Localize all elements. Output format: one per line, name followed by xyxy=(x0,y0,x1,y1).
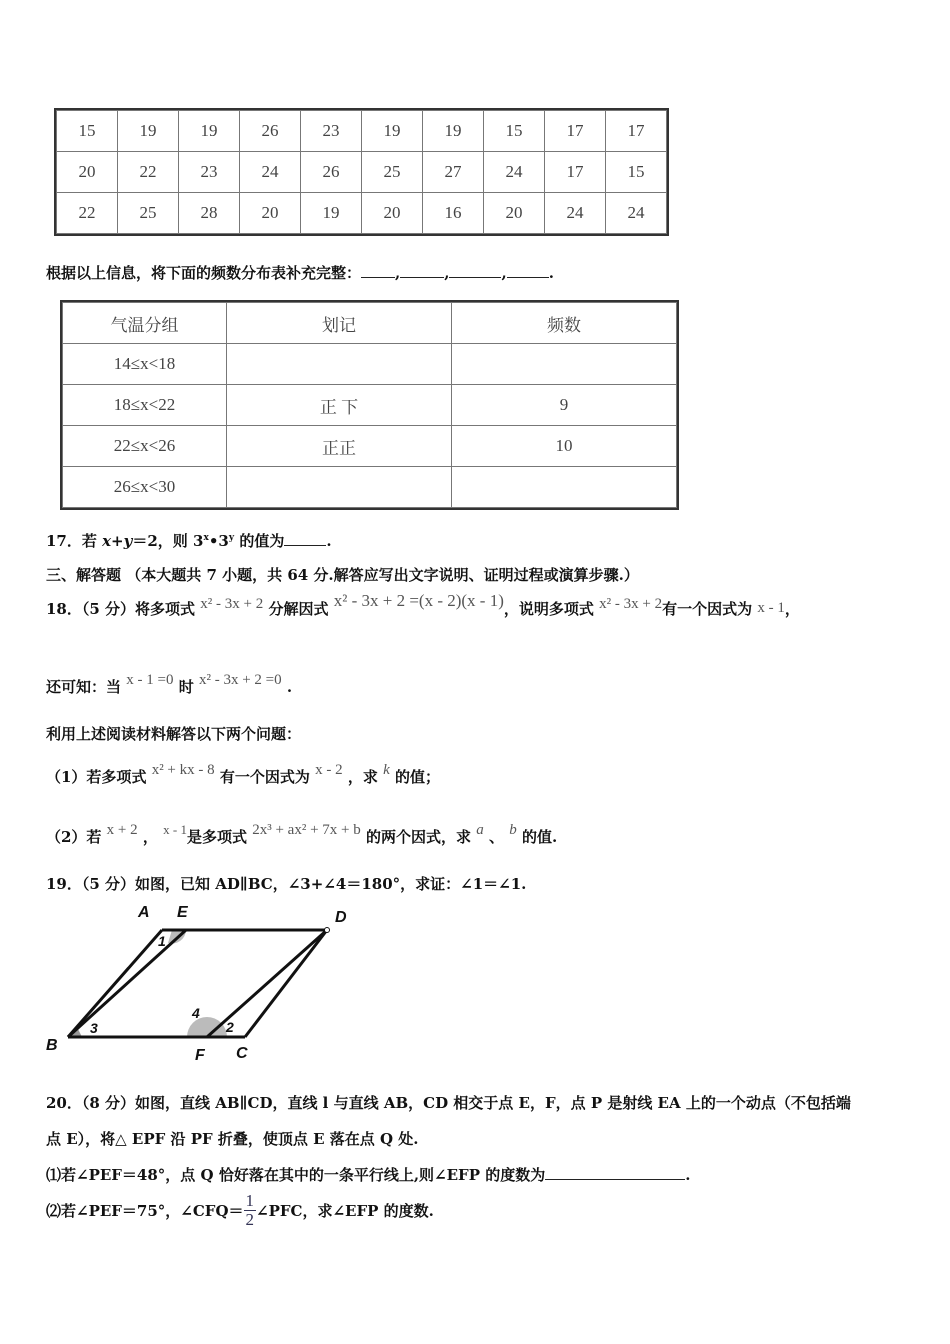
q20-p1-text: ⑴若∠PEF＝48°，点 Q 恰好落在其中的一条平行线上,则∠EFP 的度数为 xyxy=(46,1166,546,1184)
group-cell: 14≤x<18 xyxy=(63,344,227,385)
q18-p2-a: （2）若 xyxy=(46,828,102,846)
temperature-cell: 24 xyxy=(484,152,545,193)
q18-t2: ，说明多项式 xyxy=(503,600,594,618)
q18-factor: x - 1 xyxy=(757,600,785,616)
group-cell: 22≤x<26 xyxy=(63,426,227,467)
label-A: A xyxy=(138,904,150,921)
question-20-part1: ⑴若∠PEF＝48°，点 Q 恰好落在其中的一条平行线上,则∠EFP 的度数为 . xyxy=(46,1166,691,1184)
answer-blank-2[interactable] xyxy=(400,263,444,278)
label-angle-3: 3 xyxy=(90,1020,98,1036)
q18-result: x² - 3x + 2 =0 xyxy=(198,672,282,688)
header-group: 气温分组 xyxy=(63,303,227,344)
label-angle-2: 2 xyxy=(226,1019,234,1035)
q18-p2-f2: x - 1 xyxy=(163,822,187,837)
frequency-row xyxy=(63,426,677,467)
temperature-cell: 19 xyxy=(301,193,362,234)
q18-condition: x - 1 =0 xyxy=(126,672,174,688)
temperature-cell: 27 xyxy=(423,152,484,193)
q18-p2-b: 是多项式 xyxy=(186,828,247,846)
q18-poly: x² - 3x + 2 xyxy=(200,596,264,612)
temperature-cell: 26 xyxy=(301,152,362,193)
q20-p2-b: ∠PFC，求∠EFP 的度数. xyxy=(256,1202,434,1220)
group-cell: 18≤x<22 xyxy=(63,385,227,426)
temperature-cell: 24 xyxy=(545,193,606,234)
question-19: 19．（5 分）如图，已知 AD∥BC，∠3+∠4＝180°，求证：∠1＝∠1. xyxy=(46,875,527,893)
header-frequency: 频数 xyxy=(452,303,677,344)
parallelogram-figure xyxy=(40,898,370,1070)
q18-p1-poly: x² + kx - 8 xyxy=(151,762,215,778)
frequency-row xyxy=(63,385,677,426)
temperature-cell: 23 xyxy=(301,111,362,152)
q18-p2-b-var: b xyxy=(509,822,517,838)
q20-p2-a: ⑵若∠PEF＝75°，∠CFQ＝ xyxy=(46,1202,244,1220)
q18-t3: 有一个因式为 xyxy=(662,600,753,618)
q18-poly2: x² - 3x + 2 xyxy=(599,596,663,612)
temperature-cell: 25 xyxy=(362,152,423,193)
q18-factorization: x² - 3x + 2 =(x - 2)(x - 1) xyxy=(333,591,504,610)
question-18-line2 xyxy=(46,672,293,697)
temperature-cell: 17 xyxy=(545,111,606,152)
q18-p2-d: 的值. xyxy=(521,828,558,846)
temperature-cell: 26 xyxy=(240,111,301,152)
temperature-cell: 20 xyxy=(240,193,301,234)
temperature-cell: 24 xyxy=(240,152,301,193)
q17-expr: x+y xyxy=(102,532,133,550)
label-F: F xyxy=(195,1047,205,1064)
segment-AB xyxy=(68,930,162,1037)
q17-pre: 17．若 xyxy=(46,532,103,550)
tally-cell: 正 下 xyxy=(227,385,452,426)
section-3-heading: 三、解答题 （本大题共 7 小题，共 64 分.解答应写出文字说明、证明过程或演算步骤.） xyxy=(46,566,639,584)
temperature-cell: 22 xyxy=(118,152,179,193)
segment-EB xyxy=(68,930,186,1037)
fraction-numerator: 1 xyxy=(245,1191,255,1210)
q17-sup-y: y xyxy=(228,533,235,543)
q18-p2-a-var: a xyxy=(476,822,484,838)
question-18-line1 xyxy=(46,591,800,619)
q18-part2 xyxy=(46,822,558,847)
q18-period: . xyxy=(286,678,293,696)
frequency-cell: 9 xyxy=(452,385,677,426)
q18-t1: 分解因式 xyxy=(268,600,329,618)
label-angle-1: 1 xyxy=(158,933,166,949)
temperature-cell: 22 xyxy=(57,193,118,234)
question-20-line2: 点 E），将△ EPF 沿 PF 折叠，使顶点 E 落在点 Q 处. xyxy=(46,1130,419,1148)
temperature-cell: 15 xyxy=(484,111,545,152)
temperature-cell: 19 xyxy=(423,111,484,152)
q18-comma: ， xyxy=(784,600,800,618)
q18-line2a: 还可知：当 xyxy=(46,678,122,696)
q18-p1-d: 的值； xyxy=(395,768,441,786)
q18-p2-f1: x + 2 xyxy=(106,822,138,838)
question-20-line1: 20．（8 分）如图，直线 AB∥CD，直线 l 与直线 AB，CD 相交于点 E，F，点 P 是射线 EA 上的一个动点（不包括端 xyxy=(46,1094,851,1112)
segment-DC xyxy=(245,930,327,1037)
temperature-cell: 17 xyxy=(545,152,606,193)
temperature-table xyxy=(56,110,667,234)
q18-p1-a: （1）若多项式 xyxy=(46,768,147,786)
q16-prompt: 根据以上信息，将下面的频数分布表补充完整： , , , . xyxy=(46,264,554,282)
frequency-cell xyxy=(452,344,677,385)
frequency-cell xyxy=(452,467,677,508)
fraction-one-half xyxy=(244,1192,257,1229)
q17-mid: ＝2，则 3 xyxy=(132,532,204,550)
temperature-cell: 16 xyxy=(423,193,484,234)
temperature-row xyxy=(57,152,667,193)
label-E: E xyxy=(177,904,188,921)
temperature-cell: 19 xyxy=(179,111,240,152)
q18-p2-c: 的两个因式，求 xyxy=(365,828,471,846)
point-D-dot xyxy=(325,928,330,933)
q17-post: 的值为 xyxy=(234,532,285,550)
q17-answer-blank[interactable] xyxy=(284,531,326,546)
label-angle-4: 4 xyxy=(192,1005,200,1021)
frequency-row xyxy=(63,344,677,385)
segment-DF xyxy=(207,930,327,1037)
temperature-cell: 28 xyxy=(179,193,240,234)
q18-p2-poly: 2x³ + ax² + 7x + b xyxy=(252,822,361,838)
header-tally: 划记 xyxy=(227,303,452,344)
question-20-part2 xyxy=(46,1192,434,1229)
q18-num: 18．（5 分）将多项式 xyxy=(46,600,196,618)
temperature-cell: 25 xyxy=(118,193,179,234)
answer-blank-3[interactable] xyxy=(449,263,501,278)
tally-cell xyxy=(227,467,452,508)
temperature-cell: 23 xyxy=(179,152,240,193)
label-C: C xyxy=(236,1045,248,1062)
answer-blank-1[interactable] xyxy=(361,263,395,278)
tally-cell xyxy=(227,344,452,385)
q20-answer-blank[interactable] xyxy=(545,1165,685,1180)
temperature-row xyxy=(57,193,667,234)
frequency-header-row xyxy=(63,303,677,344)
label-D: D xyxy=(335,909,347,926)
temperature-cell: 15 xyxy=(57,111,118,152)
temperature-cell: 20 xyxy=(362,193,423,234)
temperature-cell: 20 xyxy=(484,193,545,234)
temperature-cell: 19 xyxy=(118,111,179,152)
answer-blank-4[interactable] xyxy=(507,263,549,278)
q18-p1-c: ，求 xyxy=(347,768,378,786)
frequency-row xyxy=(63,467,677,508)
q18-part1 xyxy=(46,762,441,787)
temperature-cell: 20 xyxy=(57,152,118,193)
temperature-cell: 15 xyxy=(606,152,667,193)
question-17: 17．若 x+y＝2，则 3$^x$•3$^y$ 的值为 . xyxy=(46,532,332,550)
group-cell: 26≤x<30 xyxy=(63,467,227,508)
q18-p1-b: 有一个因式为 xyxy=(219,768,310,786)
temperature-cell: 24 xyxy=(606,193,667,234)
q18-p1-k: k xyxy=(383,762,390,778)
temperature-cell: 19 xyxy=(362,111,423,152)
frequency-table xyxy=(62,302,677,508)
frequency-cell: 10 xyxy=(452,426,677,467)
q18-p2-sep: ， xyxy=(142,828,158,846)
q18-p2-dun: 、 xyxy=(488,828,504,846)
fraction-denominator: 2 xyxy=(245,1210,255,1229)
temperature-cell: 17 xyxy=(606,111,667,152)
q18-intro: 利用上述阅读材料解答以下两个问题： xyxy=(46,725,302,743)
q16-prompt-text: 根据以上信息，将下面的频数分布表补充完整： xyxy=(46,264,362,282)
label-B: B xyxy=(46,1037,58,1054)
tally-cell: 正正 xyxy=(227,426,452,467)
q18-p1-factor: x - 2 xyxy=(315,762,343,778)
q18-line2b: 时 xyxy=(178,678,194,696)
q17-sup-x: x xyxy=(203,533,209,543)
q17-dot: •3 xyxy=(208,532,229,550)
temperature-row xyxy=(57,111,667,152)
